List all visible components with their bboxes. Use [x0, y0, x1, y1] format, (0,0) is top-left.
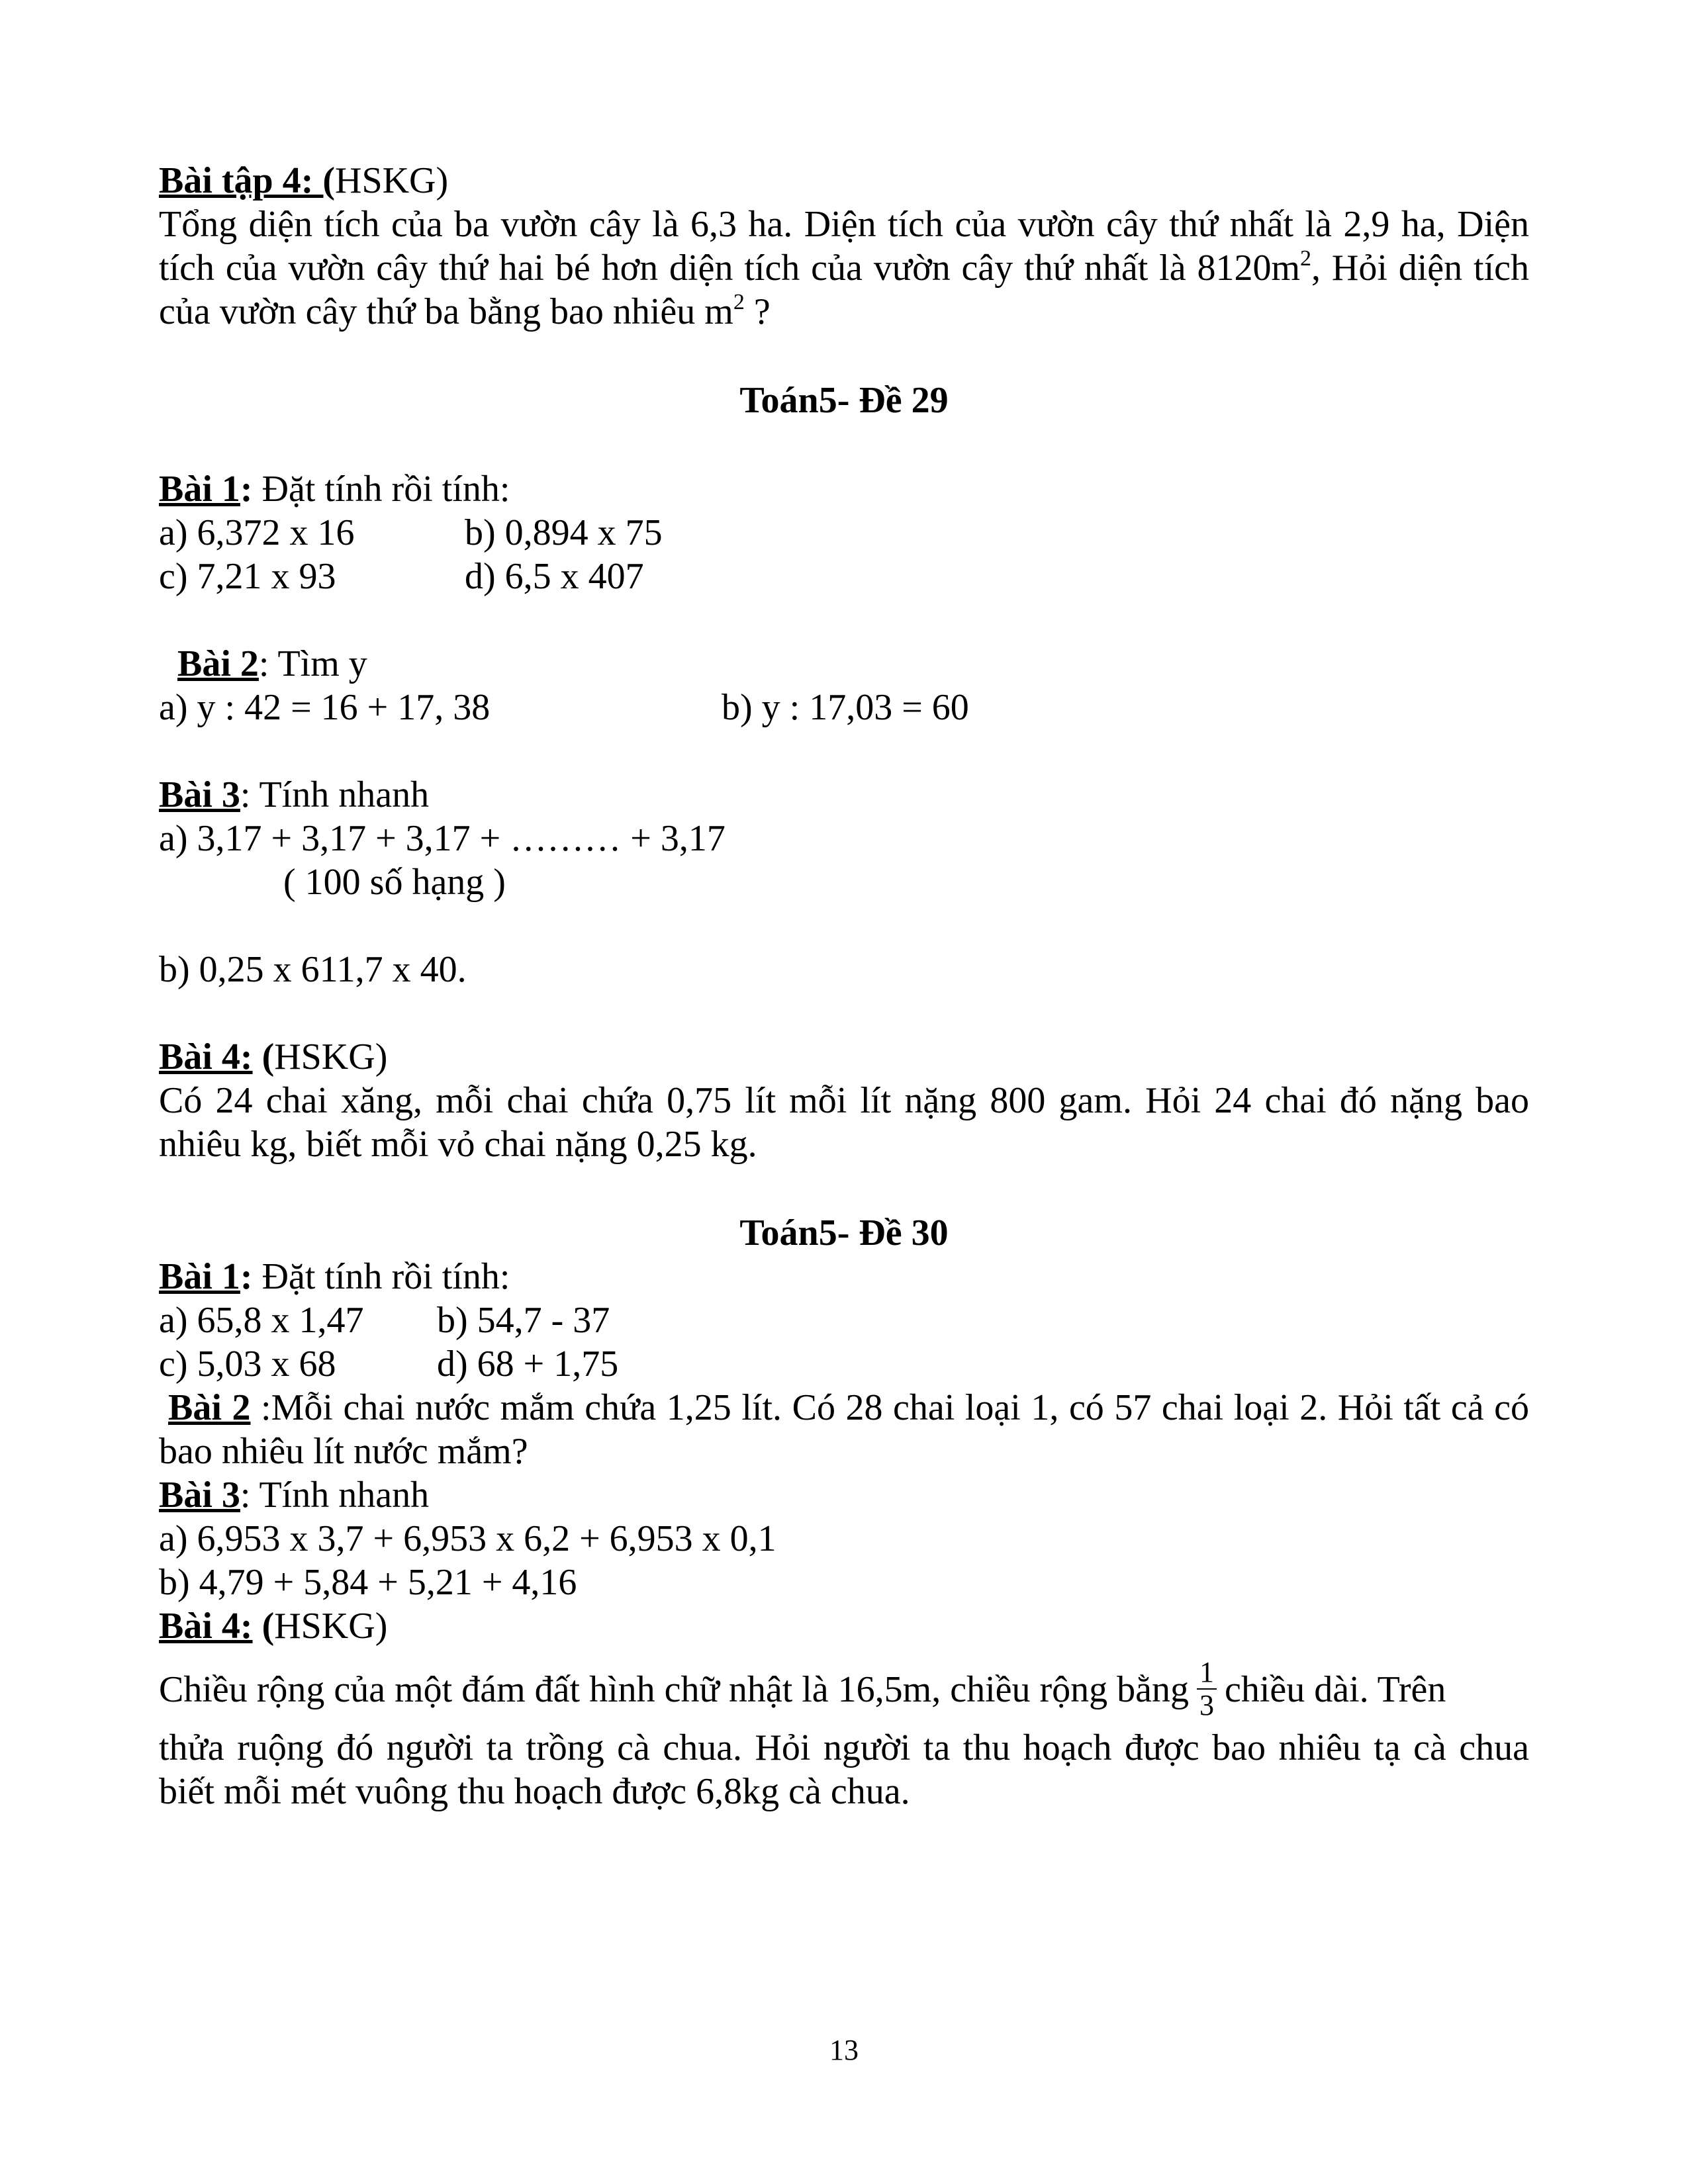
- fraction-denominator: 3: [1199, 1689, 1214, 1722]
- de29-bai4-label: Bài 4:: [159, 1036, 253, 1077]
- intro-heading: [159, 159, 1529, 203]
- de29-title: Toán5- Đề 29: [739, 380, 949, 421]
- de30-bai3-label: Bài 3: [159, 1475, 240, 1516]
- intro-text-2: , Hỏi diện tích của vườn cây thứ ba bằng bao nhiêu m: [159, 248, 1529, 332]
- page-number: 13: [829, 2034, 859, 2066]
- de30-bai2-text: :Mỗi chai nước mắm chứa 1,25 lít. Có 28 chai loại 1, có 57 chai loại 2. Hỏi tất cả có bao nhiêu lít nước mắm?: [159, 1387, 1529, 1472]
- de29-bai1-row2: [159, 555, 1529, 598]
- de29-bai1-heading: [159, 467, 1529, 511]
- fraction-one-third: [1197, 1657, 1217, 1721]
- de29-bai2-a: a) y : 42 = 16 + 17, 38: [159, 687, 491, 728]
- fraction-numerator: 1: [1197, 1657, 1217, 1690]
- de29-bai2-row: [159, 686, 1529, 729]
- de30-bai1-c: c) 5,03 x 68: [159, 1343, 336, 1385]
- de30-bai3-heading: [159, 1473, 1529, 1517]
- intro-problem-text: [159, 203, 1529, 334]
- de29-bai3-label: Bài 3: [159, 774, 240, 815]
- de30-bai4-text3: thửa ruộng đó người ta trồng cà chua. Hỏi người ta thu hoạch được bao nhiêu tạ cà chua biết mỗi mét vuông thu hoạch được 6,8kg cà chua.: [159, 1727, 1529, 1812]
- de30-bai4-label: Bài 4:: [159, 1606, 253, 1647]
- de30-bai4-tag: HSKG): [274, 1606, 388, 1647]
- de30-bai1-row2: [159, 1342, 1529, 1386]
- de30-bai1-text: Đặt tính rồi tính:: [252, 1256, 510, 1297]
- de30-bai1-b: b) 54,7 - 37: [437, 1300, 610, 1341]
- de29-bai3-a: a) 3,17 + 3,17 + 3,17 + ……… + 3,17: [159, 818, 726, 859]
- document-page: [159, 159, 1529, 1813]
- de30-bai1-heading: [159, 1255, 1529, 1298]
- intro-tag: HSKG): [335, 160, 449, 201]
- de29-bai2-heading: [159, 642, 1529, 686]
- de30-bai1-d: d) 68 + 1,75: [437, 1343, 619, 1385]
- de30-bai4-text2: chiều dài. Trên: [1225, 1669, 1446, 1710]
- de30-bai4-text1: Chiều rộng của một đám đất hình chữ nhật là 16,5m, chiều rộng bằng: [159, 1669, 1189, 1710]
- de29-bai1-a: a) 6,372 x 16: [159, 512, 355, 553]
- de30-bai2: [159, 1386, 1529, 1473]
- de30-bai4-line1: [159, 1653, 1529, 1726]
- de30-bai1-colon: :: [240, 1256, 253, 1297]
- de30-bai3-b: b) 4,79 + 5,84 + 5,21 + 4,16: [159, 1562, 577, 1603]
- de29-bai2-label: Bài 2: [177, 643, 259, 684]
- de29-bai2-b: b) y : 17,03 = 60: [722, 687, 969, 728]
- de29-bai2-text: : Tìm y: [258, 643, 367, 684]
- de29-bai3-heading: [159, 773, 1529, 817]
- de29-bai1-row1: [159, 511, 1529, 555]
- de29-bai3-b: b) 0,25 x 611,7 x 40.: [159, 949, 467, 990]
- de30-bai4-paren: (: [252, 1606, 275, 1647]
- intro-text-1: Tổng diện tích của ba vườn cây là 6,3 ha. Diện tích của vườn cây thứ nhất là 2,9 ha, Diện tích của vườn cây thứ hai bé hơn diện tích của vườn cây thứ nhất là 8120m: [159, 204, 1529, 289]
- de30-bai1-a: a) 65,8 x 1,47: [159, 1300, 364, 1341]
- de29-bai4-paren: (: [252, 1036, 275, 1077]
- intro-label: Bài tập 4: (: [159, 160, 335, 201]
- de29-bai3-a-note: ( 100 số hạng ): [283, 862, 506, 903]
- intro-sup-1: 2: [1300, 246, 1312, 271]
- de30-title: Toán5- Đề 30: [739, 1212, 949, 1253]
- de30-bai3-text: : Tính nhanh: [240, 1475, 430, 1516]
- de29-bai4-tag: HSKG): [274, 1036, 388, 1077]
- de29-bai1-text: Đặt tính rồi tính:: [252, 469, 510, 510]
- de30-bai4-heading: [159, 1604, 1529, 1648]
- de29-bai1-label: Bài 1: [159, 469, 240, 510]
- de29-bai3-text: : Tính nhanh: [240, 774, 430, 815]
- de30-bai1-label: Bài 1: [159, 1256, 240, 1297]
- de29-bai4-text: Có 24 chai xăng, mỗi chai chứa 0,75 lít mỗi lít nặng 800 gam. Hỏi 24 chai đó nặng bao nhiêu kg, biết mỗi vỏ chai nặng 0,25 kg.: [159, 1080, 1529, 1165]
- de29-bai1-b: b) 0,894 x 75: [465, 512, 663, 553]
- de29-bai4-heading: [159, 1035, 1529, 1079]
- de29-bai1-colon: :: [240, 469, 253, 510]
- de29-bai1-c: c) 7,21 x 93: [159, 556, 336, 597]
- de30-bai3-a: a) 6,953 x 3,7 + 6,953 x 6,2 + 6,953 x 0,1: [159, 1518, 776, 1559]
- de30-bai1-row1: [159, 1298, 1529, 1342]
- intro-sup-2: 2: [733, 290, 745, 314]
- de29-bai1-d: d) 6,5 x 407: [465, 556, 644, 597]
- de30-bai2-label: Bài 2: [168, 1387, 251, 1428]
- intro-text-3: ?: [744, 291, 771, 332]
